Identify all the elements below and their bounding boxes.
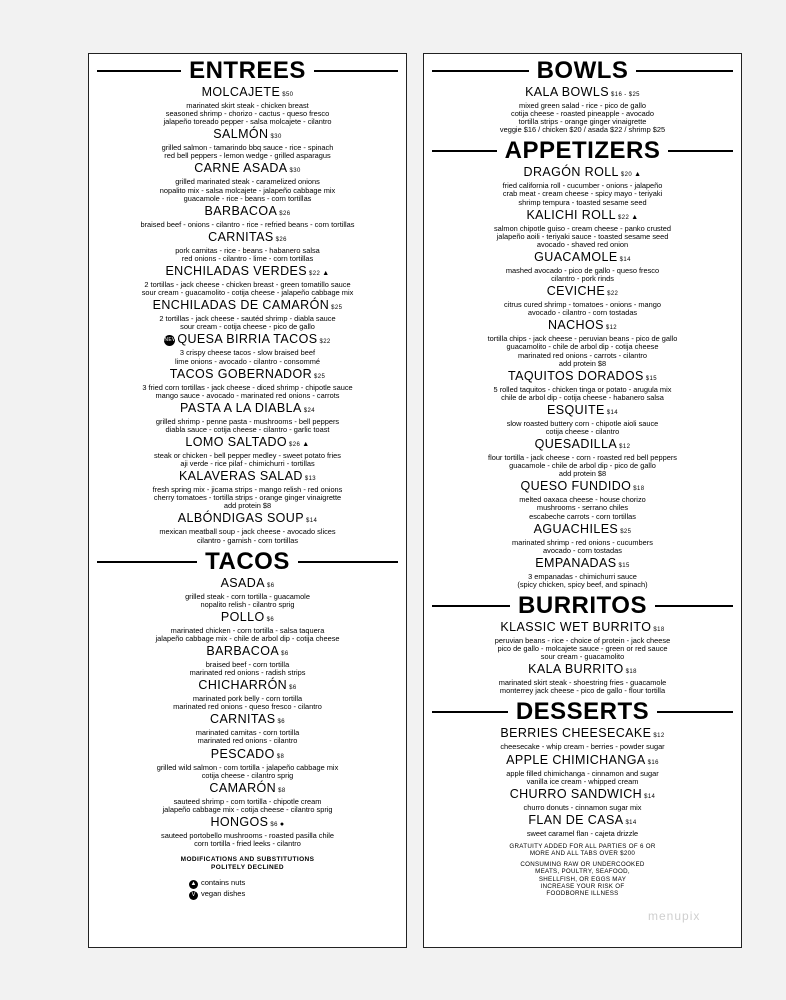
menu-item-name-line bbox=[424, 620, 741, 637]
menu-item-name: APPLE CHIMICHANGA bbox=[506, 752, 646, 767]
menu-item-price: $12 bbox=[619, 444, 631, 451]
menu-item-name-line bbox=[89, 332, 406, 349]
menu-item-name: MOLCAJETE bbox=[201, 85, 281, 99]
menu-item-name: BARBACOA bbox=[204, 203, 278, 218]
menu-item-price: $16 bbox=[647, 759, 659, 766]
menu-item bbox=[424, 85, 741, 134]
menu-item-price: $18 bbox=[625, 669, 637, 676]
menu-item-name-line bbox=[89, 161, 406, 178]
menu-item-name: QUESA BIRRIA TACOS bbox=[177, 332, 318, 347]
menu-item-price: $12 bbox=[605, 325, 618, 332]
menu-item bbox=[424, 556, 741, 589]
menu-item-description: sauteed portobello mushrooms - roasted pasilla chile corn tortilla - fried leeks - cilantro bbox=[161, 830, 334, 849]
menu-item-name-line bbox=[424, 369, 741, 386]
menu-item-name-line bbox=[89, 264, 406, 281]
left-menu-panel bbox=[88, 53, 407, 948]
section-title: TACOS bbox=[205, 547, 290, 575]
diet-marker-icon: ▲ bbox=[322, 270, 330, 278]
menu-item-price: $18 bbox=[653, 627, 665, 633]
menu-item-price: $12 bbox=[653, 733, 665, 740]
menu-item-name-line bbox=[424, 522, 741, 539]
foodborne-warning: CONSUMING RAW OR UNDERCOOKED MEATS, POULTRY, SEAFOOD, SHELLFISH, OR EGGS MAY INCREASE YOUR RISK OF FOODBORNE ILLNESS bbox=[520, 860, 645, 898]
section-rule-right bbox=[657, 711, 733, 713]
menu-item bbox=[424, 479, 741, 520]
menu-item-price: $14 bbox=[625, 819, 637, 826]
diet-marker-icon: ● bbox=[279, 820, 285, 828]
menu-item-description: mashed avocado - pico de gallo - queso fresco cilantro - pork rinds bbox=[505, 265, 660, 284]
menu-item-description: steak or chicken - bell pepper medley - sweet potato fries aji verde - rice pilaf - chimichurri - tortillas bbox=[154, 450, 341, 469]
section-title: DESSERTS bbox=[515, 698, 650, 726]
menu-item bbox=[89, 712, 406, 745]
section-rule-left bbox=[432, 711, 508, 713]
menu-item-name-line bbox=[89, 747, 406, 764]
menu-item-description: peruvian beans - rice - choice of protein - jack cheese pico de gallo - molcajete sauce - green or red sauce sour cream - guacamolito bbox=[494, 636, 671, 662]
menu-item-price: $15 bbox=[618, 562, 630, 569]
legend-vegan-label: vegan dishes bbox=[201, 889, 246, 899]
menu-item-price: $6 bbox=[266, 582, 275, 589]
menu-item bbox=[424, 403, 741, 436]
menu-item-name-line bbox=[424, 208, 741, 225]
menu-item-description: slow roasted buttery corn - chipotle aioli sauce cotija cheese - cilantro bbox=[506, 418, 659, 436]
menu-item-description: grilled wild salmon - corn tortilla - jalapeño cabbage mix cotija cheese - cilantro sprig bbox=[156, 762, 339, 780]
menu-item-description: marinated carnitas - corn tortilla marinated red onions - cilantro bbox=[195, 728, 300, 746]
menu-item-name-line bbox=[424, 726, 741, 743]
section-header bbox=[424, 138, 741, 164]
menu-item-name: CARNITAS bbox=[208, 229, 274, 244]
menu-item bbox=[424, 753, 741, 786]
menu-item-name-line bbox=[424, 284, 741, 301]
menu-item-description: braised beef - onions - cilantro - rice - refried beans - corn tortillas bbox=[140, 219, 355, 229]
menu-item bbox=[89, 678, 406, 711]
menu-item-description: 5 rolled taquitos - chicken tinga or potato - arugula mix chile de arbol dip - cotija cheese - habanero salsa bbox=[493, 384, 672, 402]
menu-item-name-line bbox=[89, 644, 406, 661]
menu-item-price: $22 bbox=[607, 291, 619, 298]
menu-item-name-line bbox=[89, 298, 406, 315]
menu-item-price: $26 bbox=[275, 236, 287, 243]
menu-item-price: $14 bbox=[305, 518, 318, 525]
menu-item bbox=[89, 332, 406, 365]
menu-item-name-line bbox=[89, 401, 406, 418]
menu-item-description: 2 tortillas - jack cheese - sautéd shrimp - diabla sauce sour cream - cotija cheese - pico de gallo bbox=[159, 314, 336, 332]
menu-item-price: $6 bbox=[281, 651, 289, 657]
menu-item-name-line bbox=[424, 556, 741, 573]
menu-item-name: QUESADILLA bbox=[534, 437, 618, 452]
menu-item-price: $6 bbox=[289, 685, 297, 692]
section-header bbox=[89, 58, 406, 84]
gratuity-note: GRATUITY ADDED FOR ALL PARTIES OF 6 OR MORE AND ALL TABS OVER $200 bbox=[509, 842, 656, 858]
menu-item bbox=[89, 401, 406, 434]
menu-item-name: ASADA bbox=[220, 575, 265, 590]
menu-item-name: ALBÓNDIGAS SOUP bbox=[177, 511, 304, 526]
menu-item bbox=[89, 576, 406, 609]
menu-item-name-line bbox=[89, 678, 406, 695]
left-sections bbox=[89, 58, 406, 848]
menu-item-price: $14 bbox=[606, 409, 618, 416]
menu-item bbox=[424, 662, 741, 695]
watermark: menupix bbox=[648, 909, 701, 923]
menu-item-name: CHURRO SANDWICH bbox=[509, 786, 643, 801]
menu-item bbox=[89, 85, 406, 126]
section-rule-left bbox=[97, 561, 197, 563]
menu-item-price: $22 bbox=[309, 271, 321, 278]
menu-item-name-line bbox=[424, 662, 741, 679]
section-header bbox=[89, 549, 406, 575]
menu-item-name-line bbox=[89, 610, 406, 627]
menu-item bbox=[89, 298, 406, 331]
menu-item-price: $14 bbox=[644, 793, 656, 800]
legend-nuts-label: contains nuts bbox=[201, 878, 246, 888]
section-rule-right bbox=[655, 605, 733, 607]
menu-item-name: ENCHILADAS VERDES bbox=[165, 264, 307, 279]
section-header bbox=[424, 699, 741, 725]
menu-item-name: GUACAMOLE bbox=[534, 249, 618, 264]
menu-item-name: KLASSIC WET BURRITO bbox=[500, 620, 652, 634]
menu-item-description: pork carnitas - rice - beans - habanero salsa red onions - cilantro - lime - corn tortillas bbox=[175, 245, 320, 263]
section-rule-left bbox=[432, 70, 529, 72]
modifications-note: MODIFICATIONS AND SUBSTITUTIONS POLITELY DECLINED bbox=[180, 856, 315, 872]
menu-item-description: mexican meatball soup - jack cheese - avocado slices cilantro - garnish - corn tortillas bbox=[159, 527, 336, 545]
menu-item-price: $20 bbox=[620, 172, 633, 179]
menu-item-description: 3 crispy cheese tacos - slow braised beef lime onions - avocado - cilantro - consommé bbox=[175, 348, 320, 366]
menu-item-price: $25 bbox=[331, 305, 343, 312]
menu-item-description: 2 tortillas - jack cheese - chicken breast - green tomatillo sauce sour cream - guacamolito - cotija cheese - jalapeño cabbage mix bbox=[141, 280, 354, 298]
menu-item-description: grilled shrimp - penne pasta - mushrooms - bell peppers diabla sauce - cotija cheese - cilantro - garlic toast bbox=[155, 416, 340, 434]
menu-item bbox=[424, 787, 741, 812]
menu-item bbox=[424, 813, 741, 838]
vegan-icon: V bbox=[189, 891, 198, 900]
menu-item-description: tortilla chips - jack cheese - peruvian beans - pico de gallo guacamolito - chile de arbol dip - cotija cheese marinated red onions - carrots - cilantro add protein $8 bbox=[487, 334, 678, 368]
section-title: APPETIZERS bbox=[504, 137, 661, 165]
legend-nuts bbox=[189, 878, 406, 889]
menu-item-name-line bbox=[89, 85, 406, 102]
menu-item-name-line bbox=[424, 813, 741, 830]
menu-item-description: braised beef - corn tortilla marinated red onions - radish strips bbox=[189, 660, 306, 678]
menu-item-name: FLAN DE CASA bbox=[528, 812, 624, 827]
menu-item-name: AGUACHILES bbox=[533, 521, 619, 536]
menu-item-name: TACOS GOBERNADOR bbox=[169, 366, 313, 381]
menu-item bbox=[424, 284, 741, 317]
menu-item-name-line bbox=[424, 85, 741, 102]
menu-item bbox=[89, 204, 406, 229]
menu-item-name-line bbox=[89, 712, 406, 729]
menu-item-description: fresh spring mix - jicama strips - mango relish - red onions cherry tomatoes - tortilla strips - orange ginger vinaigrette add protein $8 bbox=[152, 485, 343, 511]
menu-item-name-line bbox=[424, 479, 741, 496]
menu-item bbox=[89, 747, 406, 780]
menu-item bbox=[89, 367, 406, 400]
menu-item bbox=[89, 264, 406, 297]
menu-item-description: apple filled chimichanga - cinnamon and sugar vanilla ice cream - whipped cream bbox=[506, 768, 659, 786]
legend bbox=[189, 878, 406, 900]
menu-item bbox=[424, 165, 741, 206]
menu-item-price: $18 bbox=[633, 486, 645, 493]
menu-item-name: HONGOS bbox=[210, 814, 269, 829]
menu-item-price: $50 bbox=[282, 92, 294, 98]
section-rule-right bbox=[298, 561, 398, 563]
menu-item-name-line bbox=[424, 403, 741, 420]
menu-item bbox=[89, 161, 406, 202]
menu-item bbox=[89, 127, 406, 160]
menu-item-name: NACHOS bbox=[547, 318, 604, 333]
menu-item-description: churro donuts - cinnamon sugar mix bbox=[523, 802, 642, 812]
menu-item-name-line bbox=[89, 511, 406, 528]
menu-item-name: KALAVERAS SALAD bbox=[178, 469, 303, 484]
menu-item-price: $25 bbox=[314, 373, 326, 380]
menu-item-price: $26 bbox=[289, 441, 301, 448]
menu-item-name: CEVICHE bbox=[546, 284, 606, 299]
menu-item-name: ESQUITE bbox=[547, 402, 605, 417]
menu-item-name: PASTA A LA DIABLA bbox=[180, 400, 302, 415]
menu-item bbox=[424, 726, 741, 751]
menu-item-name: POLLO bbox=[220, 609, 265, 624]
menu-item-name: SALMÓN bbox=[213, 127, 269, 142]
menu-item-price: $26 bbox=[279, 210, 291, 217]
menu-item-name-line bbox=[424, 437, 741, 454]
menu-item bbox=[89, 815, 406, 848]
menu-item-price: $6 bbox=[277, 719, 285, 726]
section-title: ENTREES bbox=[189, 57, 306, 84]
menu-item-description: fried california roll - cucumber - onions - jalapeño crab meat - cream cheese - spicy mayo - teriyaki shrimp tempura - toasted sesame seed bbox=[502, 181, 663, 207]
menu-item bbox=[89, 781, 406, 814]
right-menu-panel bbox=[423, 53, 742, 948]
menu-item-price: $22 bbox=[618, 214, 630, 221]
menu-item bbox=[89, 230, 406, 263]
menu-item-name: LOMO SALTADO bbox=[185, 434, 287, 449]
menu-item-description: 3 empanadas - chimichurri sauce (spicy chicken, spicy beef, and spinach) bbox=[517, 571, 648, 589]
menu-item-name: KALA BURRITO bbox=[528, 662, 624, 677]
menu-item-description: marinated skirt steak - shoestring fries - guacamole monterrey jack cheese - pico de gallo - flour tortilla bbox=[498, 678, 667, 696]
menu-item-name: EMPANADAS bbox=[535, 555, 617, 570]
section-rule-left bbox=[432, 605, 510, 607]
section-rule-right bbox=[314, 70, 398, 72]
section-title: BURRITOS bbox=[518, 592, 647, 619]
menu-item-price: $6 bbox=[266, 616, 275, 623]
menu-item-price: $8 bbox=[278, 787, 286, 794]
menu-item-name-line bbox=[424, 753, 741, 770]
menu-item-name-line bbox=[424, 318, 741, 335]
menu-item-name: CARNE ASADA bbox=[194, 161, 288, 176]
menu-item-name: BERRIES CHEESECAKE bbox=[500, 726, 652, 741]
menu-item-description: sweet caramel flan - cajeta drizzle bbox=[526, 828, 639, 838]
menu-item-name-line bbox=[89, 204, 406, 221]
menu-item-name-line bbox=[89, 435, 406, 452]
menu-item-price: $24 bbox=[303, 407, 315, 414]
menu-item-name-line bbox=[89, 127, 406, 144]
section-title: BOWLS bbox=[536, 57, 629, 84]
diet-marker-icon: ▲ bbox=[634, 171, 642, 179]
menu-item-price: $6 bbox=[270, 821, 278, 828]
menu-item-price: $30 bbox=[289, 168, 301, 175]
menu-item-name: CHICHARRÓN bbox=[198, 678, 288, 693]
menu-item-name: PESCADO bbox=[210, 746, 275, 761]
menu-item-name: CARNITAS bbox=[210, 712, 276, 727]
menu-item bbox=[424, 318, 741, 367]
menu-item-name-line bbox=[89, 781, 406, 798]
menu-item-name-line bbox=[89, 815, 406, 832]
menu-item-description: grilled salmon - tamarindo bbq sauce - rice - spinach red bell peppers - lemon wedge - grilled asparagus bbox=[161, 143, 334, 161]
menu-item bbox=[424, 208, 741, 249]
menu-item bbox=[89, 469, 406, 510]
menu-item-name: KALICHI ROLL bbox=[526, 207, 616, 222]
menu-item-description: marinated skirt steak - chicken breast seasoned shrimp - chorizo - cactus - queso fresco jalapeño toreado pepper - salsa molcajete - cilantro bbox=[163, 101, 332, 127]
section-rule-right bbox=[636, 70, 733, 72]
menu-item-name-line bbox=[89, 576, 406, 593]
menu-item-description: mixed green salad - rice - pico de gallo cotija cheese - roasted pineapple - avocado tortilla strips - orange ginger vinaigrette veggie $16 / chicken $20 / asada $22 / shrimp $25 bbox=[499, 101, 666, 135]
menu-item-price: $8 bbox=[276, 753, 285, 760]
nuts-icon: ▲ bbox=[190, 881, 197, 888]
menu-item-description: grilled steak - corn tortilla - guacamole nopalito relish - cilantro sprig bbox=[185, 591, 310, 609]
menu-item bbox=[424, 369, 741, 402]
menu-item bbox=[89, 435, 406, 468]
menu-item-description: marinated chicken - corn tortilla - salsa taquera jalapeño cabbage mix - chile de arbol dip - cotija cheese bbox=[155, 625, 340, 643]
menu-item-name: ENCHILADAS DE CAMARÓN bbox=[152, 298, 330, 313]
menu-item-description: grilled marinated steak - caramelized onions nopalito mix - salsa molcajete - jalapeño cabbage mix guacamole - rice - beans - corn tortillas bbox=[159, 177, 336, 203]
menu-item-name-line bbox=[89, 230, 406, 247]
menu-item-description: marinated shrimp - red onions - cucumbers avocado - corn tostadas bbox=[512, 537, 653, 555]
menu-item-price: $15 bbox=[645, 375, 658, 382]
menu-item-description: cheesecake - whip cream - berries - powder sugar bbox=[500, 742, 665, 752]
menu-item bbox=[424, 437, 741, 478]
menu-item-description: flour tortilla - jack cheese - corn - roasted red bell peppers guacamole - chile de arbol dip - pico de gallo add protein $8 bbox=[488, 453, 677, 479]
menu-item-price: $16 - $25 bbox=[610, 92, 640, 98]
menu-item bbox=[89, 511, 406, 544]
menu-item-description: citrus cured shrimp - tomatoes - onions - mango avocado - cilantro - corn tostadas bbox=[504, 300, 661, 318]
menu-item bbox=[424, 620, 741, 661]
diet-marker-icon: ▲ bbox=[302, 440, 310, 448]
menu-item-name-line bbox=[89, 367, 406, 384]
menu-item-name: KALA BOWLS bbox=[525, 85, 609, 99]
menu-item-name: DRAGÓN ROLL bbox=[523, 165, 619, 180]
menu-item-description: melted oaxaca cheese - house chorizo mushrooms - serrano chiles escabeche carrots - corn tortillas bbox=[519, 495, 646, 521]
menu-item-name: BARBACOA bbox=[206, 644, 280, 658]
menu-item-name-line bbox=[424, 250, 741, 267]
menu-item-description: sauteed shrimp - corn tortilla - chipotle cream jalapeño cabbage mix - cotija cheese - cilantro sprig bbox=[162, 796, 333, 814]
menu-item-price: $30 bbox=[270, 134, 282, 141]
menu-item-price: $22 bbox=[319, 339, 331, 346]
right-sections bbox=[424, 58, 741, 838]
menu-item-name-line bbox=[424, 787, 741, 804]
menu-item bbox=[89, 610, 406, 643]
menu-item bbox=[424, 522, 741, 555]
section-header bbox=[424, 58, 741, 84]
menu-item-description: marinated pork belly - corn tortilla marinated red onions - queso fresco - cilantro bbox=[173, 694, 322, 712]
section-rule-left bbox=[97, 70, 181, 72]
menu-item-price: $25 bbox=[620, 528, 632, 535]
diet-marker-icon: ▲ bbox=[631, 213, 639, 221]
legend-vegan bbox=[189, 889, 406, 900]
section-rule-left bbox=[432, 150, 497, 152]
menu-item-name-line bbox=[89, 469, 406, 486]
new-badge-icon: NEW bbox=[164, 335, 175, 346]
menu-item bbox=[89, 644, 406, 677]
menu-item-price: $14 bbox=[619, 256, 631, 263]
section-header bbox=[424, 593, 741, 619]
menu-item-description: 3 fried corn tortillas - jack cheese - diced shrimp - chipotle sauce mango sauce - avocado - marinated red onions - carrots bbox=[142, 382, 353, 400]
menu-item-name-line bbox=[424, 165, 741, 182]
menu-item-name: CAMARÓN bbox=[209, 780, 277, 795]
menu-item-description: salmon chipotle guiso - cream cheese - panko crusted jalapeño aoili - teriyaki sauce - toasted sesame seed avocado - shaved red onion bbox=[493, 223, 672, 249]
menu-item-name: QUESO FUNDIDO bbox=[520, 479, 632, 494]
section-rule-right bbox=[668, 150, 733, 152]
menu-item bbox=[424, 250, 741, 283]
menu-item-price: $13 bbox=[304, 476, 317, 483]
menu-item-name: TAQUITOS DORADOS bbox=[507, 368, 644, 383]
